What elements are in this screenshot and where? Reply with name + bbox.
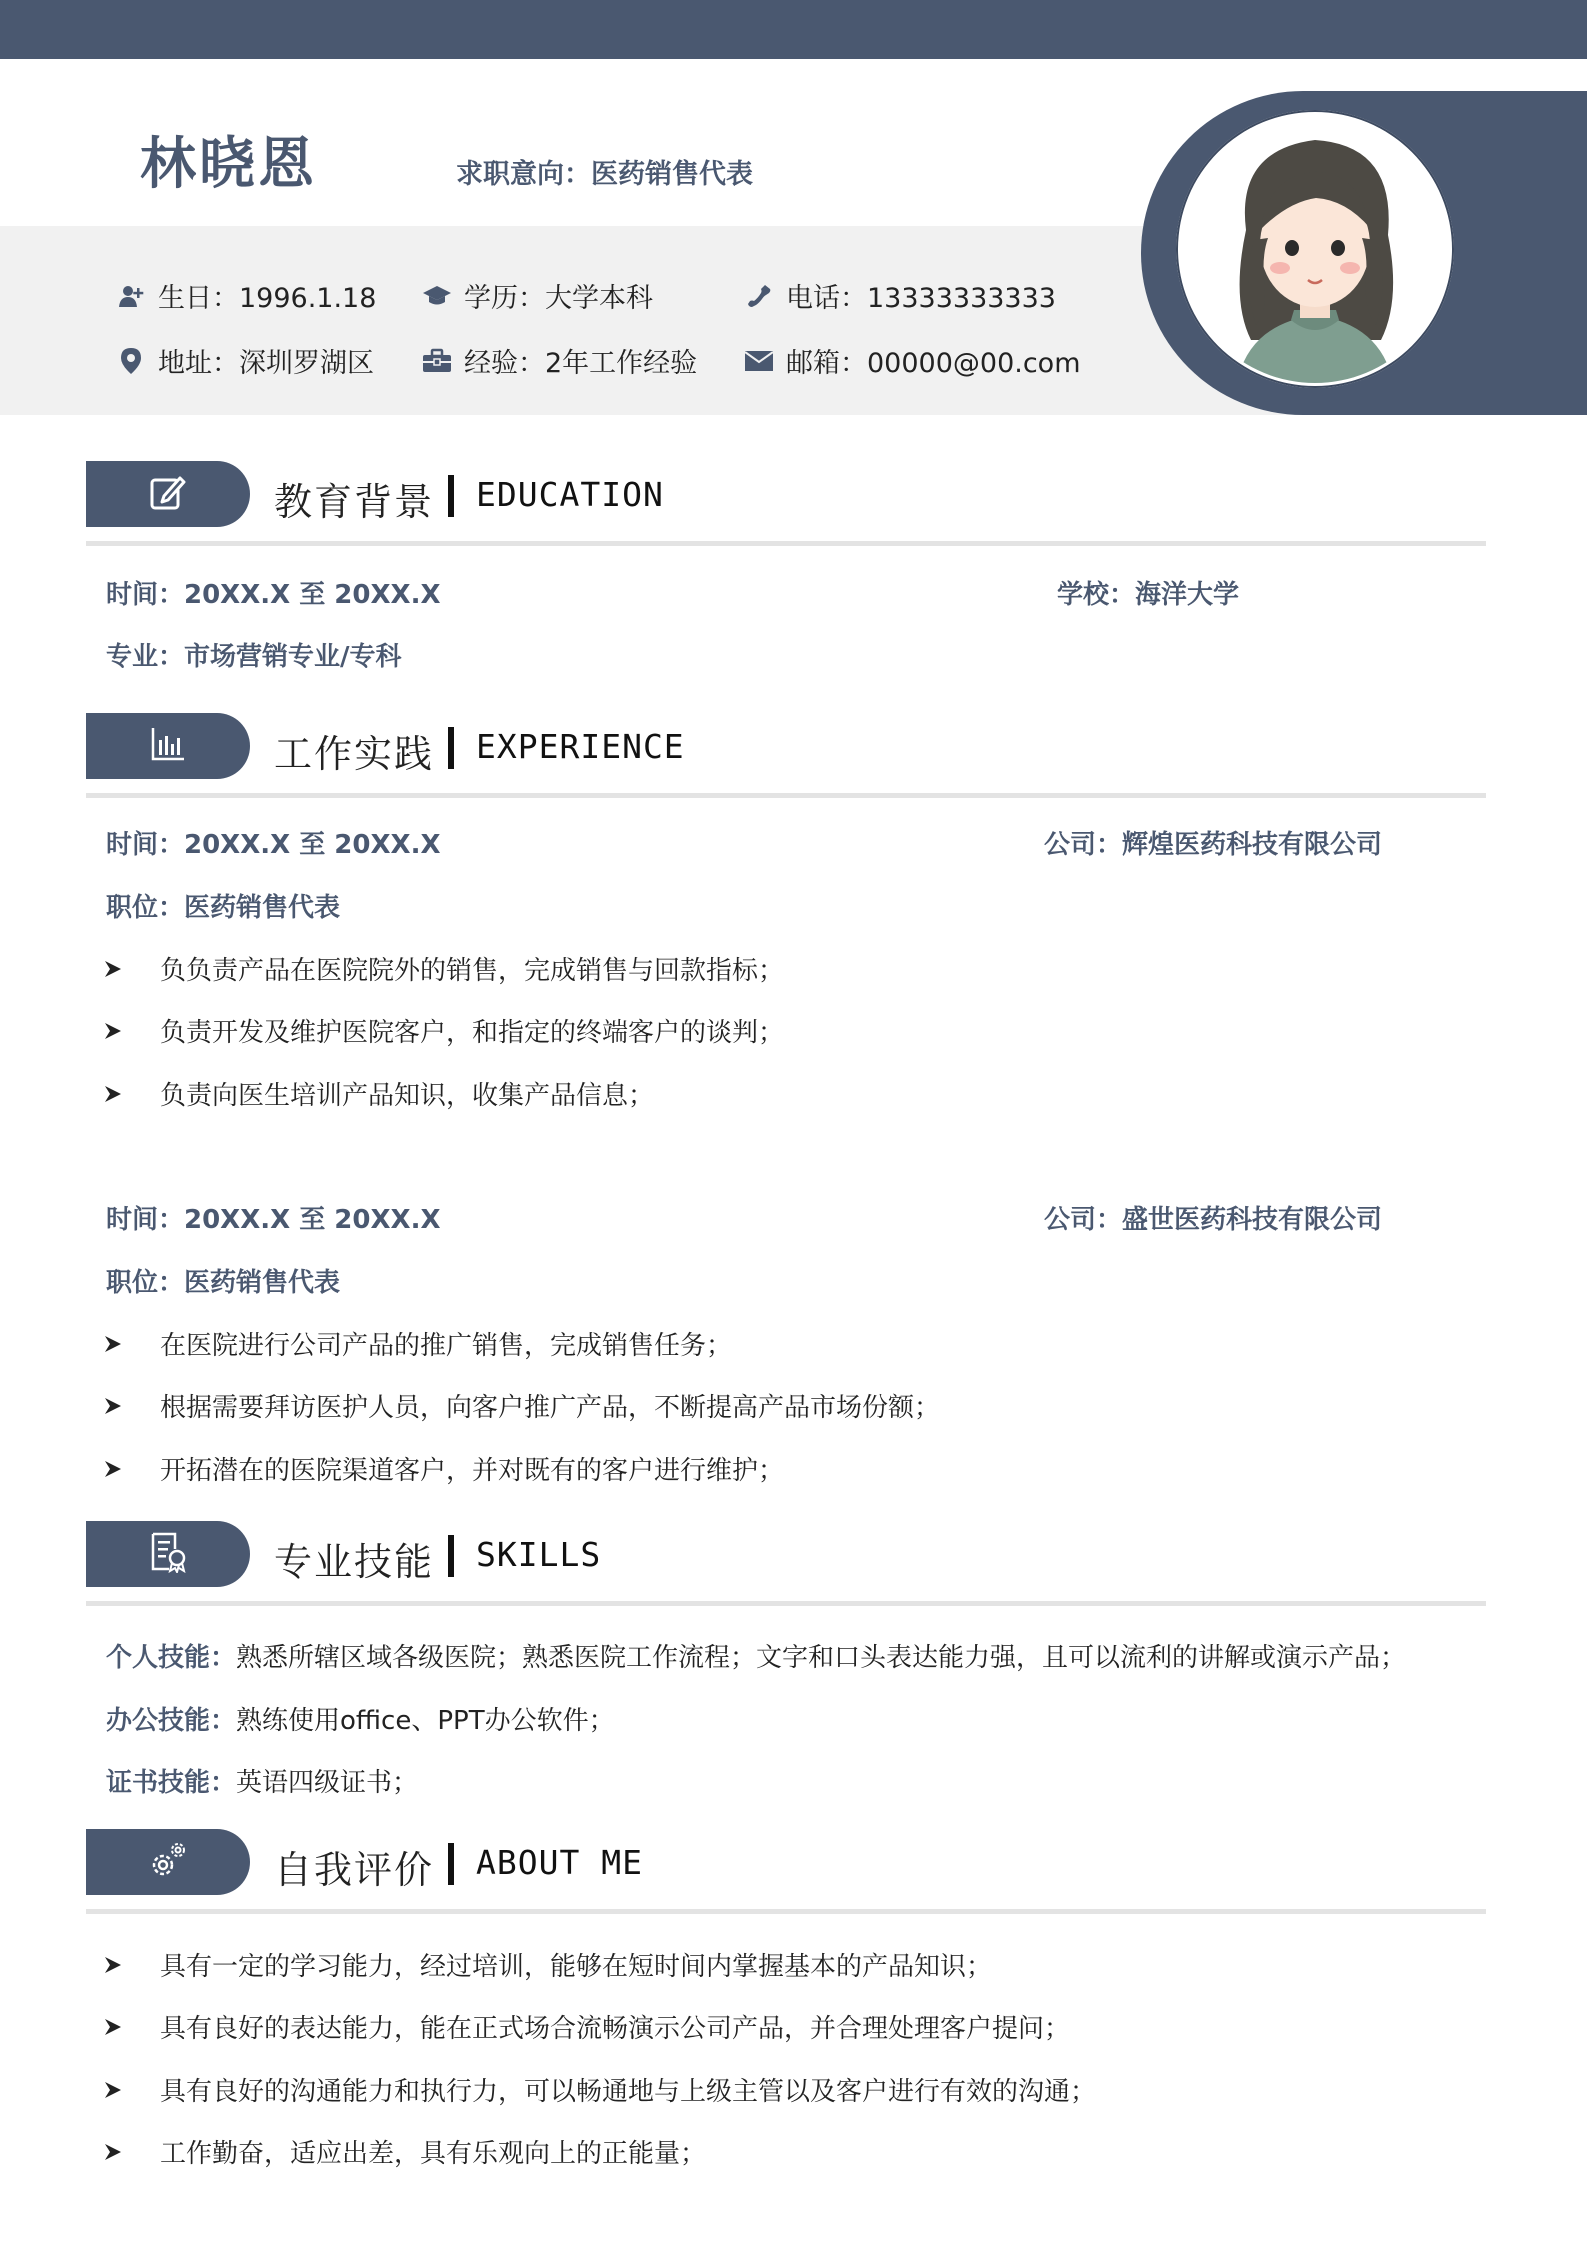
education-text: 学历：大学本科	[464, 283, 653, 314]
avatar	[1176, 110, 1454, 388]
arrow-bullet-icon	[104, 1956, 126, 1974]
edu-time: 时间：20XX.X 至 20XX.X	[106, 580, 441, 610]
arrow-bullet-icon	[104, 960, 126, 978]
duty-item	[104, 1387, 940, 1424]
about-text: 具有良好的表达能力，能在正式场合流畅演示公司产品，并合理处理客户提问；	[160, 2014, 1071, 2044]
duty-text: 负责开发及维护医院客户，和指定的终端客户的谈判；	[160, 1018, 785, 1048]
section-underline	[86, 1909, 1486, 1914]
location-pin-icon	[114, 344, 148, 378]
duty-item	[104, 950, 784, 987]
section-title-en: ABOUT ME	[476, 1843, 643, 1882]
section-about	[86, 1829, 1486, 1909]
arrow-bullet-icon	[104, 2081, 126, 2099]
info-birthday	[114, 276, 376, 315]
job-intent: 求职意向：医药销售代表	[456, 159, 753, 190]
job-position: 职位：医药销售代表	[106, 1268, 341, 1298]
duty-text: 在医院进行公司产品的推广销售，完成销售任务；	[160, 1331, 733, 1361]
duty-item	[104, 1450, 784, 1487]
skill-text: 熟悉所辖区域各级医院；熟悉医院工作流程；文字和口头表达能力强，且可以流利的讲解或演示产品；	[236, 1643, 1407, 1673]
section-title-en: EDUCATION	[476, 475, 664, 514]
duty-item	[104, 1075, 654, 1112]
email-text: 邮箱：00000@00.com	[786, 348, 1081, 379]
skill-label: 个人技能：	[106, 1643, 237, 1673]
about-item	[104, 2071, 1096, 2108]
skill-item	[106, 1762, 418, 1799]
candidate-name: 林晓恩	[140, 132, 317, 197]
section-tab	[86, 1829, 250, 1895]
info-address	[114, 341, 374, 380]
section-tab	[86, 713, 250, 779]
about-item	[104, 2133, 706, 2170]
arrow-bullet-icon	[104, 1460, 126, 1478]
address-text: 地址：深圳罗湖区	[158, 348, 374, 379]
certificate-icon	[147, 1531, 189, 1577]
duty-text: 负责向医生培训产品知识，收集产品信息；	[160, 1081, 655, 1111]
section-underline	[86, 541, 1486, 546]
job-company: 公司：辉煌医药科技有限公司	[1044, 830, 1383, 860]
phone-text: 电话：13333333333	[786, 283, 1056, 314]
info-education	[420, 276, 653, 315]
title-divider	[448, 727, 454, 769]
section-skills	[86, 1521, 1486, 1601]
arrow-bullet-icon	[104, 1397, 126, 1415]
job-position: 职位：医药销售代表	[106, 893, 341, 923]
job-time: 时间：20XX.X 至 20XX.X	[106, 1205, 441, 1235]
envelope-icon	[742, 344, 776, 378]
about-item	[104, 1946, 992, 1983]
section-underline	[86, 1601, 1486, 1606]
top-bar	[0, 0, 1587, 59]
job-time: 时间：20XX.X 至 20XX.X	[106, 830, 441, 860]
duty-text: 根据需要拜访医护人员，向客户推广产品，不断提高产品市场份额；	[160, 1393, 941, 1423]
section-tab	[86, 461, 250, 527]
bar-chart-icon	[148, 724, 188, 768]
duty-item	[104, 1325, 732, 1362]
duty-text: 开拓潜在的医院渠道客户，并对既有的客户进行维护；	[160, 1456, 785, 1486]
info-phone	[742, 276, 1056, 315]
skill-item	[106, 1637, 1406, 1674]
edu-school: 学校：海洋大学	[1057, 580, 1240, 610]
gears-icon	[146, 1838, 190, 1886]
job-company: 公司：盛世医药科技有限公司	[1044, 1205, 1383, 1235]
edit-icon	[148, 472, 188, 516]
arrow-bullet-icon	[104, 1085, 126, 1103]
section-title: 教育背景	[274, 480, 435, 524]
section-title-en: SKILLS	[476, 1535, 602, 1574]
skill-item	[106, 1700, 615, 1737]
section-education	[86, 461, 1486, 541]
info-experience	[420, 341, 697, 380]
about-item	[104, 2008, 1070, 2045]
experience-text: 经验：2年工作经验	[464, 348, 698, 379]
section-title: 专业技能	[274, 1540, 435, 1584]
duty-text: 负负责产品在医院院外的销售，完成销售与回款指标；	[160, 956, 785, 986]
title-divider	[448, 1843, 454, 1885]
arrow-bullet-icon	[104, 1022, 126, 1040]
arrow-bullet-icon	[104, 1335, 126, 1353]
section-title: 自我评价	[274, 1848, 435, 1892]
section-title-en: EXPERIENCE	[476, 727, 685, 766]
skill-text: 英语四级证书；	[236, 1768, 419, 1798]
briefcase-icon	[420, 344, 454, 378]
phone-icon	[742, 279, 776, 313]
graduation-cap-icon	[420, 279, 454, 313]
birthday-text: 生日：1996.1.18	[158, 283, 377, 314]
info-email	[742, 341, 1081, 380]
about-text: 具有一定的学习能力，经过培训，能够在短时间内掌握基本的产品知识；	[160, 1952, 993, 1982]
title-divider	[448, 1535, 454, 1577]
title-divider	[448, 475, 454, 517]
about-text: 工作勤奋，适应出差，具有乐观向上的正能量；	[160, 2139, 707, 2169]
arrow-bullet-icon	[104, 2143, 126, 2161]
user-plus-icon	[114, 279, 148, 313]
skill-label: 办公技能：	[106, 1706, 237, 1736]
duty-item	[104, 1012, 784, 1049]
section-experience	[86, 713, 1486, 793]
skill-label: 证书技能：	[106, 1768, 237, 1798]
skill-text: 熟练使用office、PPT办公软件；	[236, 1706, 615, 1736]
section-tab	[86, 1521, 250, 1587]
avatar-illustration	[1176, 110, 1454, 388]
edu-major: 专业：市场营销专业/专科	[106, 642, 402, 672]
section-underline	[86, 793, 1486, 798]
section-title: 工作实践	[274, 732, 435, 776]
arrow-bullet-icon	[104, 2018, 126, 2036]
about-text: 具有良好的沟通能力和执行力，可以畅通地与上级主管以及客户进行有效的沟通；	[160, 2077, 1097, 2107]
